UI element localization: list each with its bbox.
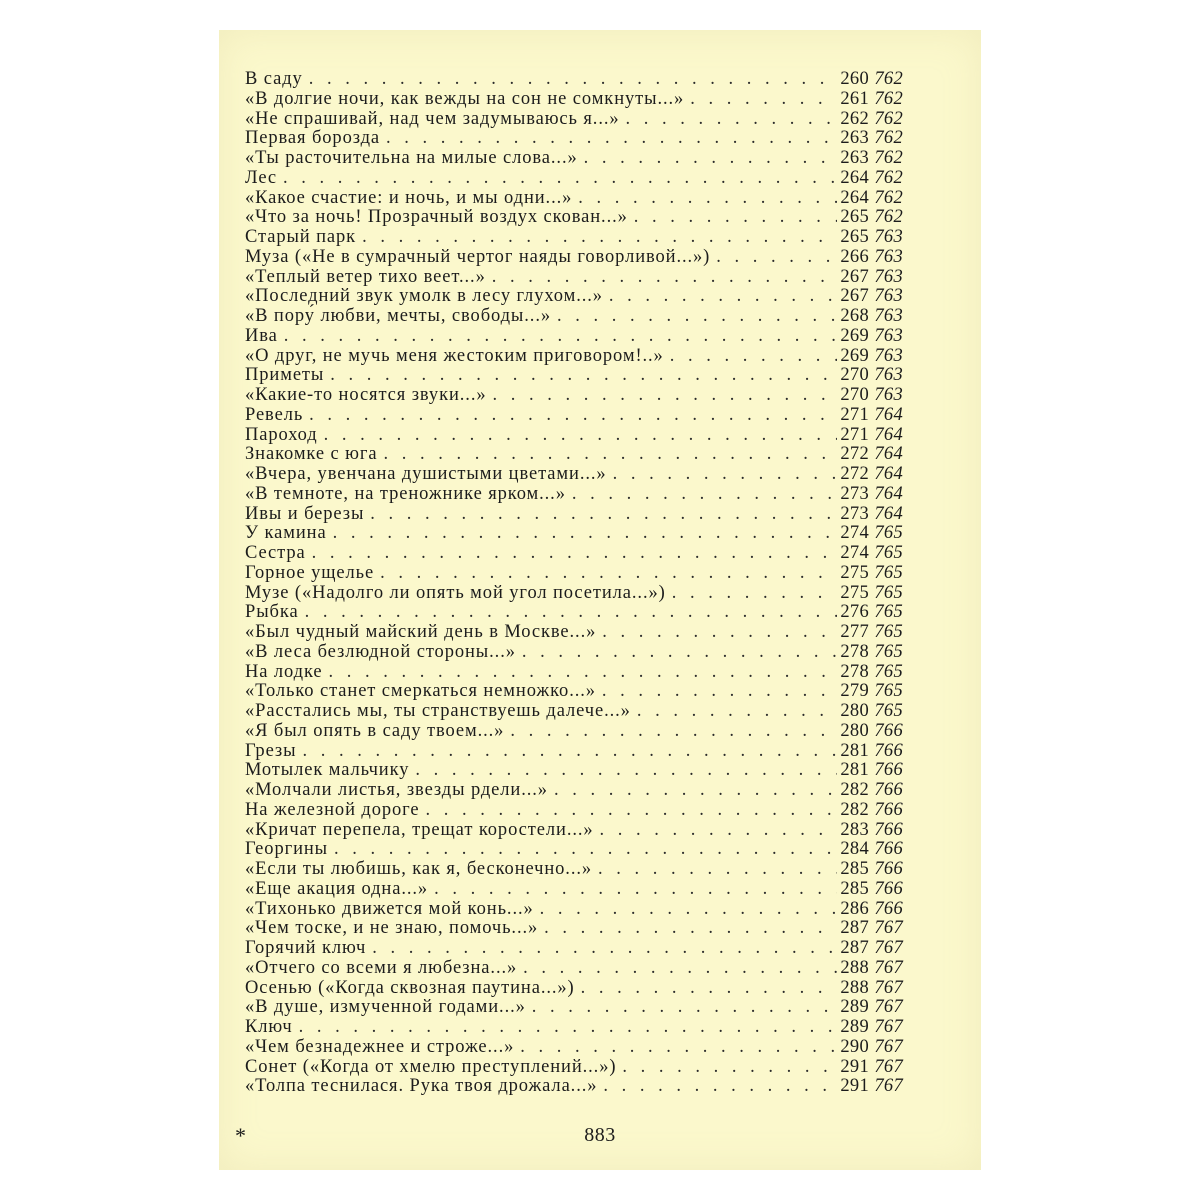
toc-entry-commentary-page: 765: [874, 641, 903, 662]
toc-entry-page: 281: [840, 740, 869, 761]
toc-entry-page: 278: [840, 641, 869, 662]
dot-leader: [572, 485, 837, 505]
toc-entry: [245, 228, 903, 248]
dot-leader: [716, 248, 837, 268]
dot-leader: [554, 781, 837, 801]
toc-entry-page: 290: [840, 1036, 869, 1057]
dot-leader: [634, 208, 837, 228]
toc-entry-commentary-page: 767: [874, 938, 903, 958]
toc-entry-title: «Только станет смеркаться немножко...»: [245, 681, 596, 702]
toc-entry: [245, 426, 903, 446]
toc-entry-commentary-page: 762: [874, 128, 903, 149]
dot-leader: [333, 524, 837, 544]
toc-entry-commentary-page: 767: [874, 1036, 903, 1057]
toc-entry-commentary-page: 766: [874, 740, 903, 761]
toc-entry-title: Рыбка: [245, 602, 299, 623]
toc-entry-commentary-page: 765: [874, 523, 903, 544]
toc-entry-page: 285: [840, 878, 869, 899]
toc-entry: [245, 445, 903, 465]
toc-entry: [245, 544, 903, 564]
toc-entry-title: «Чем безнадежнее и строже...»: [245, 1036, 515, 1057]
toc-entry-page: 265: [840, 207, 869, 228]
toc-entry-commentary-page: 764: [874, 464, 903, 484]
toc-entry: [245, 149, 903, 169]
table-of-contents: [245, 70, 903, 1097]
toc-entry-title: Приметы: [245, 365, 325, 386]
toc-entry: [245, 900, 903, 920]
toc-entry-page: 284: [840, 839, 869, 860]
toc-entry-commentary-page: 764: [874, 424, 903, 445]
toc-entry-title: Осенью («Когда сквозная паутина...»): [245, 977, 575, 998]
toc-entry-commentary-page: 763: [874, 266, 903, 287]
signature-mark: *: [235, 1123, 246, 1148]
toc-entry: [245, 169, 903, 189]
dot-leader: [492, 268, 837, 288]
toc-entry-title: «Какое счастие: и ночь, и мы одни...»: [245, 187, 573, 208]
dot-leader: [523, 959, 837, 979]
toc-entry-commentary-page: 763: [874, 325, 903, 346]
toc-entry-title: «Был чудный майский день в Москве...»: [245, 622, 597, 642]
toc-entry-page: 277: [840, 622, 869, 642]
toc-entry-title: «Ты расточительна на милые слова...»: [245, 148, 578, 168]
toc-entry-commentary-page: 763: [874, 227, 903, 247]
toc-entry-page: 260: [840, 69, 869, 89]
toc-entry-title: На железной дороге: [245, 799, 420, 820]
toc-entry-commentary-page: 765: [874, 582, 903, 603]
toc-entry-page: 274: [840, 543, 869, 563]
dot-leader: [544, 919, 837, 939]
toc-entry-title: Сонет («Когда от хмелю преступлений...»): [245, 1056, 617, 1077]
toc-entry-title: Старый парк: [245, 227, 357, 247]
dot-leader: [329, 663, 838, 683]
toc-entry: [245, 485, 903, 505]
dot-leader: [309, 70, 837, 90]
toc-entry-title: Георгины: [245, 839, 329, 860]
dot-leader: [557, 307, 837, 327]
toc-entry-page: 291: [840, 1056, 869, 1077]
toc-entry-page: 271: [840, 404, 869, 425]
toc-entry: [245, 248, 903, 268]
dot-leader: [598, 860, 837, 880]
toc-entry: [245, 268, 903, 288]
toc-entry: [245, 287, 903, 307]
toc-entry-commentary-page: 765: [874, 622, 903, 642]
dot-leader: [330, 366, 837, 386]
toc-entry-title: «Кричат перепела, трещат коростели...»: [245, 819, 594, 840]
toc-entry: [245, 564, 903, 584]
toc-entry-title: Музе («Надолго ли опять мой угол посетила...»): [245, 582, 666, 603]
toc-entry: [245, 663, 903, 683]
toc-entry-commentary-page: 764: [874, 483, 903, 504]
toc-entry-title: «Вчера, увенчана душистыми цветами...»: [245, 464, 607, 484]
dot-leader: [602, 682, 837, 702]
dot-leader: [309, 406, 837, 426]
dot-leader: [584, 149, 837, 169]
toc-entry: [245, 347, 903, 367]
toc-entry: [245, 524, 903, 544]
toc-entry-commentary-page: 767: [874, 957, 903, 978]
toc-entry: [245, 505, 903, 525]
toc-entry-title: «Что за ночь! Прозрачный воздух скован...»: [245, 207, 628, 228]
dot-leader: [609, 287, 837, 307]
dot-leader: [600, 821, 837, 841]
toc-entry-title: Ревель: [245, 404, 304, 425]
toc-entry-title: «В пору́ любви, мечты, свободы...»: [245, 306, 551, 326]
toc-entry-commentary-page: 764: [874, 404, 903, 425]
toc-entry-page: 275: [840, 562, 869, 583]
toc-entry: [245, 1018, 903, 1038]
toc-entry-page: 273: [840, 503, 869, 524]
toc-entry-title: Муза («Не в сумрачный чертог наяды говорливой...»): [245, 246, 711, 267]
dot-leader: [380, 564, 837, 584]
toc-entry-commentary-page: 766: [874, 760, 903, 781]
toc-entry-title: Мотылек мальчику: [245, 760, 410, 781]
toc-entry: [245, 189, 903, 209]
toc-entry-page: 282: [840, 799, 869, 820]
toc-entry: [245, 70, 903, 90]
toc-entry-commentary-page: 766: [874, 819, 903, 840]
toc-entry: [245, 722, 903, 742]
toc-entry-commentary-page: 766: [874, 799, 903, 820]
toc-entry: [245, 307, 903, 327]
dot-leader: [690, 90, 837, 110]
dot-leader: [622, 1058, 837, 1078]
toc-entry-title: «Расстались мы, ты странствуешь далече...»: [245, 701, 631, 721]
toc-entry-title: «Я был опять в саду твоем...»: [245, 720, 505, 741]
toc-entry: [245, 998, 903, 1018]
dot-leader: [540, 900, 837, 920]
toc-entry-page: 267: [840, 266, 869, 287]
toc-entry-page: 280: [840, 720, 869, 741]
dot-leader: [520, 1038, 837, 1058]
dot-leader: [284, 327, 837, 347]
toc-entry-commentary-page: 765: [874, 562, 903, 583]
toc-entry-commentary-page: 766: [874, 878, 903, 899]
toc-entry-title: «Чем тоске, и не знаю, помочь...»: [245, 918, 539, 939]
toc-entry-commentary-page: 762: [874, 108, 903, 129]
toc-entry: [245, 939, 903, 959]
toc-entry-title: Знакомке с юга: [245, 444, 378, 465]
toc-entry-page: 288: [840, 977, 869, 998]
toc-entry-page: 264: [840, 167, 869, 188]
dot-leader: [305, 603, 837, 623]
toc-entry-title: Горное ущелье: [245, 562, 375, 583]
toc-entry-page: 271: [840, 424, 869, 445]
toc-entry-page: 267: [840, 286, 869, 307]
toc-entry: [245, 781, 903, 801]
dot-leader: [426, 801, 837, 821]
toc-entry-page: 262: [840, 108, 869, 129]
toc-entry-commentary-page: 763: [874, 286, 903, 307]
toc-entry-page: 283: [840, 819, 869, 840]
dot-leader: [581, 979, 837, 999]
toc-entry-title: «В долгие ночи, как вежды на сон не сомкнуты...»: [245, 88, 685, 109]
toc-entry: [245, 880, 903, 900]
toc-entry: [245, 110, 903, 130]
toc-entry-commentary-page: 765: [874, 701, 903, 721]
toc-entry-page: 263: [840, 128, 869, 149]
dot-leader: [510, 722, 837, 742]
dot-leader: [386, 129, 837, 149]
dot-leader: [493, 386, 838, 406]
toc-entry-title: «Отчего со всеми я любезна...»: [245, 957, 518, 978]
toc-entry-commentary-page: 763: [874, 365, 903, 386]
toc-entry-commentary-page: 767: [874, 1076, 903, 1097]
toc-entry-commentary-page: 763: [874, 345, 903, 366]
toc-entry-title: На лодке: [245, 661, 323, 682]
toc-entry-commentary-page: 767: [874, 997, 903, 1018]
toc-entry-title: Ива: [245, 325, 278, 346]
toc-entry-commentary-page: 765: [874, 661, 903, 682]
toc-entry-title: «Какие-то носятся звуки...»: [245, 385, 487, 405]
toc-entry: [245, 603, 903, 623]
toc-entry-title: «Если ты любишь, как я, бесконечно...»: [245, 859, 593, 879]
toc-entry: [245, 90, 903, 110]
page-number: 883: [584, 1124, 616, 1146]
toc-entry: [245, 801, 903, 821]
toc-entry-page: 275: [840, 582, 869, 603]
toc-entry-title: В саду: [245, 69, 303, 89]
toc-entry: [245, 208, 903, 228]
toc-entry-commentary-page: 765: [874, 681, 903, 702]
toc-entry-page: 274: [840, 523, 869, 544]
toc-entry-title: «Тихонько движется мой конь...»: [245, 898, 534, 919]
toc-entry: [245, 465, 903, 485]
toc-entry-commentary-page: 766: [874, 898, 903, 919]
toc-entry-page: 269: [840, 345, 869, 366]
toc-entry-title: «Толпа теснилася. Рука твоя дрожала...»: [245, 1076, 598, 1097]
toc-entry-page: 263: [840, 148, 869, 168]
toc-entry-commentary-page: 763: [874, 246, 903, 267]
toc-entry-page: 272: [840, 464, 869, 484]
toc-entry: [245, 366, 903, 386]
toc-entry-title: «В душе, измученной годами...»: [245, 997, 526, 1018]
toc-entry-commentary-page: 762: [874, 148, 903, 168]
toc-entry: [245, 979, 903, 999]
toc-entry-commentary-page: 766: [874, 839, 903, 860]
toc-entry: [245, 623, 903, 643]
toc-entry-title: «Еще акация одна...»: [245, 878, 429, 899]
dot-leader: [434, 880, 837, 900]
toc-entry-commentary-page: 767: [874, 977, 903, 998]
toc-entry-title: Первая борозда: [245, 128, 381, 149]
toc-entry-page: 280: [840, 701, 869, 721]
toc-entry: [245, 860, 903, 880]
toc-entry-page: 261: [840, 88, 869, 109]
toc-entry: [245, 959, 903, 979]
toc-entry-page: 289: [840, 1017, 869, 1037]
toc-entry-title: Пароход: [245, 424, 318, 445]
toc-entry-commentary-page: 762: [874, 69, 903, 89]
dot-leader: [283, 169, 837, 189]
toc-entry-title: Ключ: [245, 1017, 293, 1037]
toc-entry-page: 270: [840, 385, 869, 405]
toc-entry-page: 289: [840, 997, 869, 1018]
dot-leader: [302, 742, 837, 762]
toc-entry-title: «О друг, не мучь меня жестоким приговором!..»: [245, 345, 664, 366]
toc-entry-commentary-page: 764: [874, 444, 903, 465]
dot-leader: [602, 623, 837, 643]
toc-entry: [245, 840, 903, 860]
toc-entry-commentary-page: 767: [874, 1056, 903, 1077]
toc-entry-page: 278: [840, 661, 869, 682]
toc-entry-title: «В темноте, на треножнике ярком...»: [245, 483, 566, 504]
toc-entry-page: 266: [840, 246, 869, 267]
toc-entry-title: «Последний звук умолк в лесу глухом...»: [245, 286, 603, 307]
toc-entry: [245, 406, 903, 426]
dot-leader: [415, 761, 837, 781]
dot-leader: [312, 544, 837, 564]
toc-entry-page: 264: [840, 187, 869, 208]
toc-entry-title: «Молчали листья, звезды рдели...»: [245, 780, 548, 800]
dot-leader: [370, 505, 837, 525]
toc-entry-title: У камина: [245, 523, 327, 544]
toc-entry-page: 286: [840, 898, 869, 919]
toc-entry: [245, 643, 903, 663]
toc-entry: [245, 742, 903, 762]
toc-entry-title: Лес: [245, 167, 278, 188]
toc-entry-title: Сестра: [245, 543, 306, 563]
toc-entry-commentary-page: 767: [874, 1017, 903, 1037]
toc-entry: [245, 386, 903, 406]
toc-entry-title: «Теплый ветер тихо веет...»: [245, 266, 486, 287]
toc-entry-page: 269: [840, 325, 869, 346]
toc-entry-title: «Не спрашивай, над чем задумываюсь я...»: [245, 108, 620, 129]
toc-entry: [245, 919, 903, 939]
toc-entry-page: 281: [840, 760, 869, 781]
toc-entry-title: Грезы: [245, 740, 297, 761]
dot-leader: [532, 998, 837, 1018]
toc-entry-commentary-page: 766: [874, 720, 903, 741]
toc-entry: [245, 682, 903, 702]
dot-leader: [334, 840, 837, 860]
toc-entry-commentary-page: 765: [874, 543, 903, 563]
toc-entry-commentary-page: 762: [874, 207, 903, 228]
dot-leader: [613, 465, 837, 485]
toc-entry-page: 273: [840, 483, 869, 504]
toc-entry-page: 287: [840, 938, 869, 958]
toc-entry-page: 270: [840, 365, 869, 386]
toc-entry: [245, 327, 903, 347]
toc-entry-page: 288: [840, 957, 869, 978]
toc-entry-page: 287: [840, 918, 869, 939]
dot-leader: [672, 584, 837, 604]
toc-entry: [245, 761, 903, 781]
toc-entry: [245, 821, 903, 841]
toc-entry-commentary-page: 765: [874, 602, 903, 623]
toc-entry-commentary-page: 763: [874, 385, 903, 405]
toc-entry-commentary-page: 764: [874, 503, 903, 524]
toc-entry: [245, 1077, 903, 1097]
toc-entry-page: 272: [840, 444, 869, 465]
dot-leader: [637, 702, 837, 722]
toc-entry: [245, 129, 903, 149]
toc-entry-commentary-page: 763: [874, 306, 903, 326]
dot-leader: [383, 445, 837, 465]
toc-entry-title: Ивы и березы: [245, 503, 365, 524]
toc-entry-commentary-page: 762: [874, 88, 903, 109]
toc-entry: [245, 702, 903, 722]
toc-entry: [245, 1038, 903, 1058]
dot-leader: [522, 643, 837, 663]
toc-entry-page: 276: [840, 602, 869, 623]
toc-entry-title: «В леса безлюдной стороны...»: [245, 641, 516, 662]
dot-leader: [603, 1077, 837, 1097]
dot-leader: [372, 939, 837, 959]
toc-entry-commentary-page: 767: [874, 918, 903, 939]
dot-leader: [578, 189, 837, 209]
toc-entry-commentary-page: 766: [874, 859, 903, 879]
toc-entry-page: 282: [840, 780, 869, 800]
dot-leader: [324, 426, 837, 446]
dot-leader: [299, 1018, 837, 1038]
dot-leader: [362, 228, 837, 248]
toc-entry-page: 268: [840, 306, 869, 326]
toc-entry-commentary-page: 766: [874, 780, 903, 800]
toc-entry-title: Горячий ключ: [245, 938, 367, 958]
toc-entry-page: 291: [840, 1076, 869, 1097]
toc-entry-page: 265: [840, 227, 869, 247]
toc-entry-commentary-page: 762: [874, 187, 903, 208]
toc-entry: [245, 584, 903, 604]
dot-leader: [670, 347, 837, 367]
toc-entry-page: 285: [840, 859, 869, 879]
book-page: [219, 30, 981, 1170]
toc-entry-commentary-page: 762: [874, 167, 903, 188]
toc-entry: [245, 1058, 903, 1078]
toc-entry-page: 279: [840, 681, 869, 702]
dot-leader: [626, 110, 837, 130]
